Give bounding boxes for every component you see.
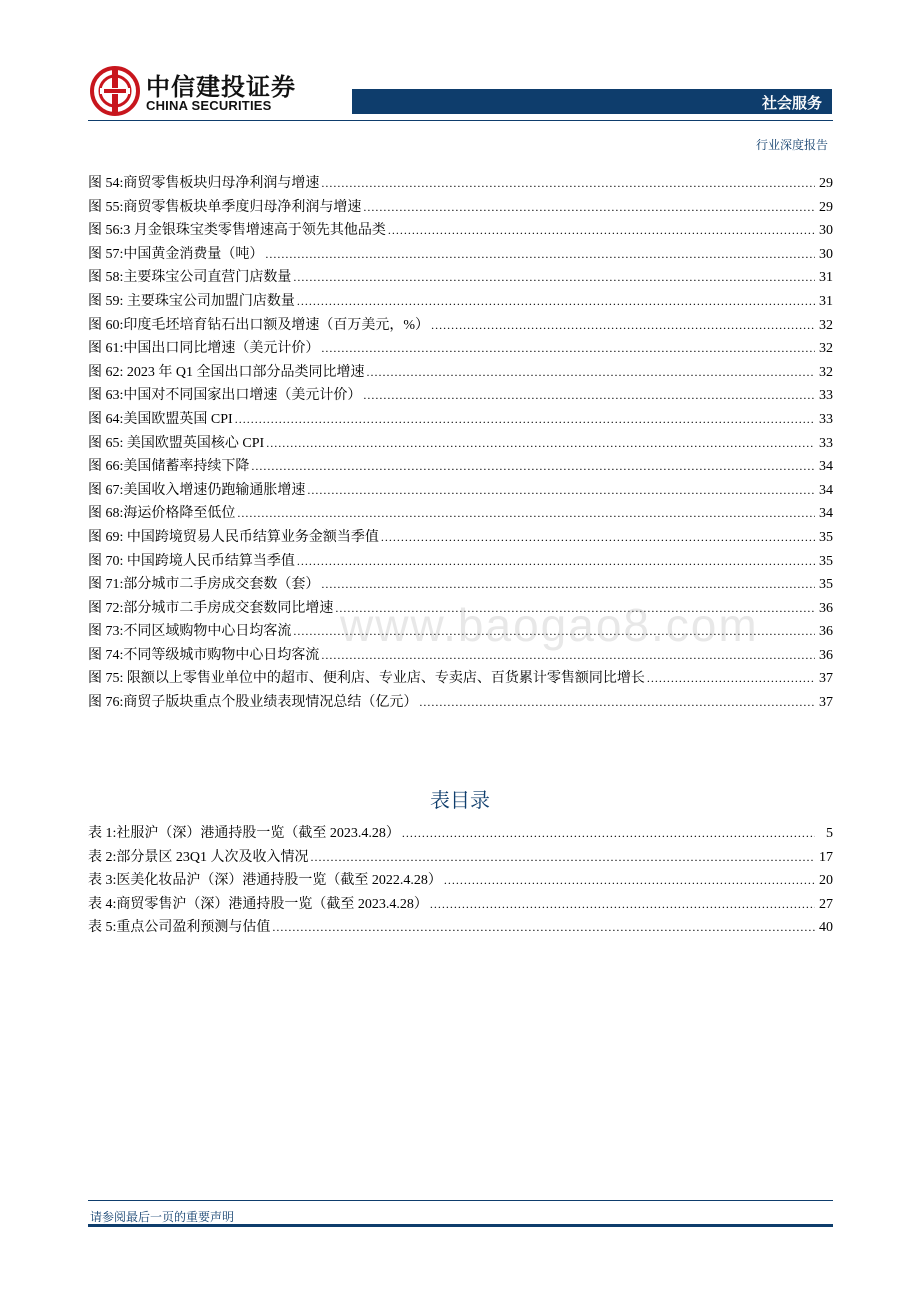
toc-leader-dots <box>402 822 815 846</box>
toc-entry-page: 37 <box>819 671 833 687</box>
figure-toc-entry[interactable] <box>88 196 833 220</box>
toc-entry-label: 图 67:美国收入增速仍跑输通胀增速 <box>88 482 306 498</box>
toc-entry-page: 34 <box>819 506 833 522</box>
toc-leader-dots <box>321 172 815 196</box>
toc-leader-dots <box>363 384 815 408</box>
toc-leader-dots <box>265 243 815 267</box>
toc-entry-label: 图 72:部分城市二手房成交套数同比增速 <box>88 600 334 616</box>
toc-leader-dots <box>363 196 815 220</box>
toc-entry-page: 31 <box>819 293 833 309</box>
toc-entry-label: 图 71:部分城市二手房成交套数（套） <box>88 577 320 593</box>
figure-toc-entry[interactable] <box>88 290 833 314</box>
toc-entry-label: 图 76:商贸子版块重点个股业绩表现情况总结（亿元） <box>88 695 418 711</box>
footer-bar <box>88 1224 833 1227</box>
table-toc-entry[interactable] <box>88 869 833 893</box>
toc-entry-label: 表 3:医美化妆品沪（深）港通持股一览（截至 2022.4.28） <box>88 873 442 889</box>
toc-leader-dots <box>297 290 815 314</box>
figure-toc-entry[interactable] <box>88 432 833 456</box>
section-label: 社会服务 <box>761 94 822 112</box>
toc-entry-label: 图 68:海运价格降至低位 <box>88 506 236 522</box>
toc-entry-page: 33 <box>819 435 833 451</box>
citic-logo-icon <box>90 66 140 116</box>
header-divider <box>88 120 833 121</box>
toc-entry-label: 图 73:不同区域购物中心日均客流 <box>88 624 292 640</box>
table-toc-entry[interactable] <box>88 893 833 917</box>
toc-entry-label: 图 66:美国储蓄率持续下降 <box>88 459 250 475</box>
toc-leader-dots <box>431 314 815 338</box>
tables-toc-title: 表目录 <box>430 788 490 812</box>
tables-toc <box>88 822 833 940</box>
toc-leader-dots <box>388 219 815 243</box>
toc-entry-page: 17 <box>819 849 833 865</box>
figure-toc-entry[interactable] <box>88 550 833 574</box>
toc-leader-dots <box>293 266 815 290</box>
page-header <box>0 0 920 160</box>
toc-leader-dots <box>311 846 816 870</box>
header-section-bar <box>352 89 832 114</box>
figure-toc-entry[interactable] <box>88 667 833 691</box>
toc-entry-label: 图 69: 中国跨境贸易人民币结算业务金额当季值 <box>88 529 379 545</box>
toc-entry-label: 图 54:商贸零售板块归母净利润与增速 <box>88 176 320 191</box>
toc-leader-dots <box>430 893 815 917</box>
toc-leader-dots <box>419 691 815 715</box>
toc-entry-page: 36 <box>819 624 833 640</box>
toc-entry-page: 37 <box>819 695 833 711</box>
toc-leader-dots <box>381 526 815 550</box>
toc-entry-label: 图 74:不同等级城市购物中心日均客流 <box>88 647 320 663</box>
figure-toc-entry[interactable] <box>88 314 833 338</box>
toc-leader-dots <box>367 361 816 385</box>
figure-toc-entry[interactable] <box>88 479 833 503</box>
toc-entry-label: 表 1:社服沪（深）港通持股一览（截至 2023.4.28） <box>88 826 400 841</box>
footer-divider <box>88 1200 833 1201</box>
table-toc-entry[interactable] <box>88 846 833 870</box>
toc-entry-label: 表 5:重点公司盈利预测与估值 <box>88 920 271 936</box>
figure-toc-entry[interactable] <box>88 408 833 432</box>
table-toc-entry[interactable] <box>88 916 833 940</box>
toc-entry-page: 40 <box>819 920 833 936</box>
toc-entry-label: 图 61:中国出口同比增速（美元计价） <box>88 341 320 357</box>
toc-entry-page: 30 <box>819 246 833 262</box>
toc-entry-page: 35 <box>819 553 833 569</box>
brand-name-cn: 中信建投证券 <box>146 73 296 101</box>
figure-toc-entry[interactable] <box>88 361 833 385</box>
toc-entry-page: 20 <box>819 873 833 889</box>
report-type: 行业深度报告 <box>755 138 828 152</box>
toc-entry-page: 31 <box>819 270 833 286</box>
toc-entry-page: 29 <box>819 199 833 215</box>
toc-entry-page: 29 <box>819 176 833 191</box>
toc-entry-page: 36 <box>819 600 833 616</box>
toc-leader-dots <box>235 408 815 432</box>
toc-leader-dots <box>272 916 815 940</box>
toc-entry-label: 表 4:商贸零售沪（深）港通持股一览（截至 2023.4.28） <box>88 896 428 912</box>
toc-leader-dots <box>297 550 815 574</box>
figure-toc-entry[interactable] <box>88 243 833 267</box>
figure-toc-entry[interactable] <box>88 573 833 597</box>
figure-toc-entry[interactable] <box>88 384 833 408</box>
toc-entry-label: 图 63:中国对不同国家出口增速（美元计价） <box>88 388 362 404</box>
figure-toc-entry[interactable] <box>88 455 833 479</box>
figure-toc-entry[interactable] <box>88 337 833 361</box>
toc-entry-page: 5 <box>826 826 833 841</box>
toc-leader-dots <box>307 479 815 503</box>
toc-entry-page: 27 <box>819 896 833 912</box>
toc-leader-dots <box>321 573 815 597</box>
figure-toc-entry[interactable] <box>88 172 833 196</box>
toc-entry-label: 表 2:部分景区 23Q1 人次及收入情况 <box>88 849 309 865</box>
toc-entry-label: 图 55:商贸零售板块单季度归母净利润与增速 <box>88 199 362 215</box>
toc-entry-label: 图 59: 主要珠宝公司加盟门店数量 <box>88 293 295 309</box>
toc-entry-page: 34 <box>819 459 833 475</box>
toc-entry-label: 图 62: 2023 年 Q1 全国出口部分品类同比增速 <box>88 364 365 380</box>
watermark: www.baogao8.com <box>340 599 759 651</box>
toc-entry-label: 图 70: 中国跨境人民币结算当季值 <box>88 553 295 569</box>
figure-toc-entry[interactable] <box>88 266 833 290</box>
table-toc-entry[interactable] <box>88 822 833 846</box>
toc-leader-dots <box>266 432 815 456</box>
toc-entry-label: 图 75: 限额以上零售业单位中的超市、便利店、专业店、专卖店、百货累计零售额同比增长 <box>88 671 645 687</box>
figure-toc-entry[interactable] <box>88 219 833 243</box>
toc-leader-dots <box>647 667 815 691</box>
toc-entry-page: 36 <box>819 647 833 663</box>
toc-leader-dots <box>444 869 815 893</box>
toc-entry-page: 35 <box>819 529 833 545</box>
toc-entry-label: 图 64:美国欧盟英国 CPI <box>88 411 233 427</box>
toc-entry-label: 图 56:3 月金银珠宝类零售增速高于领先其他品类 <box>88 223 386 239</box>
figure-toc-entry[interactable] <box>88 526 833 550</box>
toc-entry-page: 33 <box>819 411 833 427</box>
brand-name-en: CHINA SECURITIES <box>146 98 272 113</box>
toc-entry-page: 34 <box>819 482 833 498</box>
toc-entry-label: 图 65: 美国欧盟英国核心 CPI <box>88 435 265 451</box>
toc-entry-page: 32 <box>819 364 833 380</box>
toc-entry-page: 32 <box>819 341 833 357</box>
toc-leader-dots <box>251 455 815 479</box>
toc-entry-label: 图 60:印度毛坯培育钻石出口额及增速（百万美元，%） <box>88 317 430 333</box>
toc-leader-dots <box>321 337 815 361</box>
toc-entry-page: 33 <box>819 388 833 404</box>
toc-entry-label: 图 57:中国黄金消费量（吨） <box>88 246 264 262</box>
toc-entry-page: 35 <box>819 577 833 593</box>
toc-leader-dots <box>237 502 815 526</box>
toc-entry-page: 32 <box>819 317 833 333</box>
figure-toc-entry[interactable] <box>88 691 833 715</box>
toc-entry-page: 30 <box>819 223 833 239</box>
figure-toc-entry[interactable] <box>88 502 833 526</box>
toc-entry-label: 图 58:主要珠宝公司直营门店数量 <box>88 270 292 286</box>
footer-disclaimer: 请参阅最后一页的重要声明 <box>90 1210 235 1224</box>
